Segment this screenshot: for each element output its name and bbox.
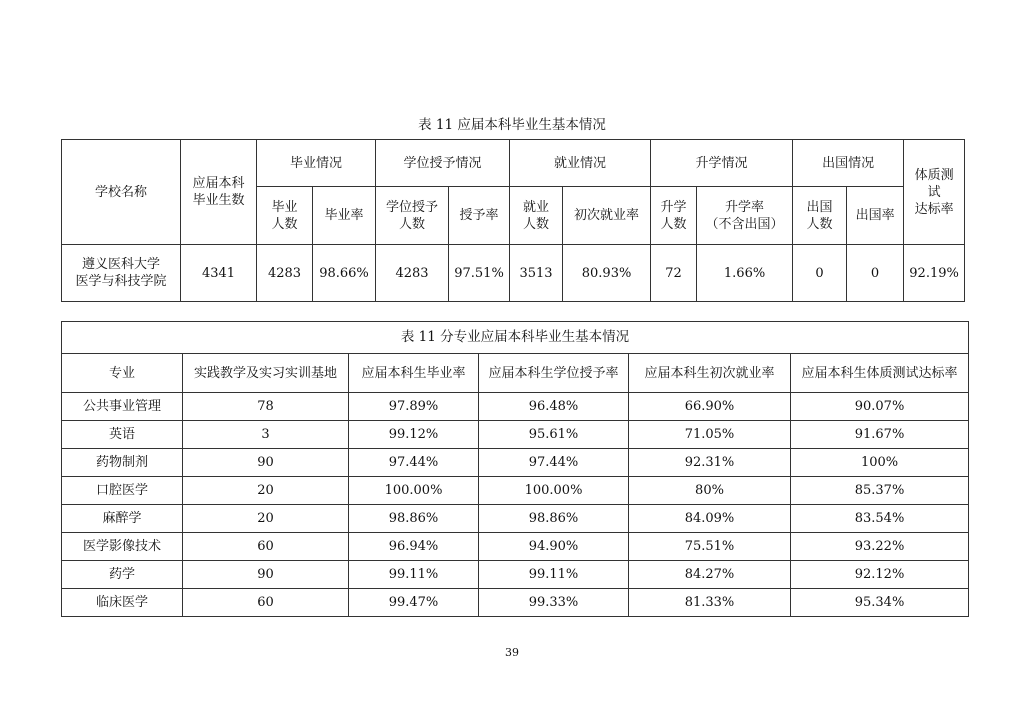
header-school-name: 学校名称 [62, 140, 181, 245]
cell-degree-rate: 98.86% [479, 505, 629, 533]
header-grad-num: 毕业 人数 [257, 187, 313, 245]
cell-major: 公共事业管理 [62, 393, 183, 421]
cell-employment-rate: 84.27% [629, 561, 791, 589]
page-number: 39 [505, 646, 519, 659]
cell-practice-bases: 90 [183, 449, 349, 477]
cell-graduation-rate: 97.89% [349, 393, 479, 421]
cell-employment-rate: 75.51% [629, 533, 791, 561]
cell-fitness-rate: 85.37% [791, 477, 969, 505]
table-row [62, 561, 969, 589]
cell-major: 药学 [62, 561, 183, 589]
cell-practice-bases: 20 [183, 505, 349, 533]
cell-major: 英语 [62, 421, 183, 449]
cell-emp-rate: 80.93% [563, 245, 651, 302]
cell-degree-num: 4283 [376, 245, 449, 302]
header-degree-rate: 应届本科生学位授予率 [479, 354, 629, 393]
cell-employment-rate: 81.33% [629, 589, 791, 617]
cell-employment-rate: 80% [629, 477, 791, 505]
cell-emp-num: 3513 [510, 245, 563, 302]
cell-fitness-rate: 83.54% [791, 505, 969, 533]
graduate-summary-table [61, 139, 965, 302]
cell-major: 口腔医学 [62, 477, 183, 505]
header-further-study-group: 升学情况 [651, 140, 793, 187]
header-further-rate: 升学率 （不含出国） [697, 187, 793, 245]
cell-fitness-rate: 93.22% [791, 533, 969, 561]
header-degree-rate: 授予率 [449, 187, 510, 245]
cell-degree-rate: 95.61% [479, 421, 629, 449]
cell-graduation-rate: 99.47% [349, 589, 479, 617]
header-grad-count: 应届本科 毕业生数 [181, 140, 257, 245]
cell-abroad-num: 0 [793, 245, 847, 302]
cell-graduation-rate: 98.86% [349, 505, 479, 533]
cell-practice-bases: 78 [183, 393, 349, 421]
cell-fitness: 92.19% [904, 245, 965, 302]
table-row [62, 245, 965, 302]
cell-employment-rate: 71.05% [629, 421, 791, 449]
cell-grad-rate: 98.66% [313, 245, 376, 302]
cell-further-rate: 1.66% [697, 245, 793, 302]
header-emp-num: 就业 人数 [510, 187, 563, 245]
table-row [62, 477, 969, 505]
cell-degree-rate: 97.44% [479, 449, 629, 477]
cell-further-num: 72 [651, 245, 697, 302]
cell-abroad-rate: 0 [847, 245, 904, 302]
cell-practice-bases: 20 [183, 477, 349, 505]
table-row [62, 393, 969, 421]
table-row [62, 533, 969, 561]
cell-grad-count: 4341 [181, 245, 257, 302]
cell-school: 遵义医科大学 医学与科技学院 [62, 245, 181, 302]
table1-caption: 表 11 应届本科毕业生基本情况 [418, 117, 606, 133]
cell-employment-rate: 92.31% [629, 449, 791, 477]
header-graduation-rate: 应届本科生毕业率 [349, 354, 479, 393]
cell-practice-bases: 90 [183, 561, 349, 589]
major-summary-table [61, 321, 969, 617]
header-abroad-group: 出国情况 [793, 140, 904, 187]
cell-major: 麻醉学 [62, 505, 183, 533]
cell-fitness-rate: 90.07% [791, 393, 969, 421]
cell-practice-bases: 60 [183, 589, 349, 617]
header-graduation-group: 毕业情况 [257, 140, 376, 187]
header-emp-rate: 初次就业率 [563, 187, 651, 245]
cell-graduation-rate: 96.94% [349, 533, 479, 561]
header-grad-rate: 毕业率 [313, 187, 376, 245]
header-abroad-rate: 出国率 [847, 187, 904, 245]
header-degree-num: 学位授予 人数 [376, 187, 449, 245]
cell-fitness-rate: 92.12% [791, 561, 969, 589]
cell-practice-bases: 60 [183, 533, 349, 561]
cell-fitness-rate: 95.34% [791, 589, 969, 617]
cell-employment-rate: 66.90% [629, 393, 791, 421]
header-fitness-rate: 体质测 试 达标率 [904, 140, 965, 245]
cell-grad-num: 4283 [257, 245, 313, 302]
cell-graduation-rate: 99.12% [349, 421, 479, 449]
table-row [62, 449, 969, 477]
cell-major: 临床医学 [62, 589, 183, 617]
cell-degree-rate: 96.48% [479, 393, 629, 421]
table2-caption: 表 11 分专业应届本科毕业生基本情况 [62, 322, 969, 354]
cell-degree-rate: 99.33% [479, 589, 629, 617]
table-row [62, 421, 969, 449]
cell-major: 药物制剂 [62, 449, 183, 477]
cell-degree-rate: 99.11% [479, 561, 629, 589]
cell-major: 医学影像技术 [62, 533, 183, 561]
header-fitness-rate: 应届本科生体质测试达标率 [791, 354, 969, 393]
table-row [62, 589, 969, 617]
cell-graduation-rate: 100.00% [349, 477, 479, 505]
header-degree-group: 学位授予情况 [376, 140, 510, 187]
header-further-num: 升学 人数 [651, 187, 697, 245]
header-employment-rate: 应届本科生初次就业率 [629, 354, 791, 393]
cell-practice-bases: 3 [183, 421, 349, 449]
table-row [62, 505, 969, 533]
cell-employment-rate: 84.09% [629, 505, 791, 533]
cell-degree-rate: 94.90% [479, 533, 629, 561]
header-employment-group: 就业情况 [510, 140, 651, 187]
header-major: 专业 [62, 354, 183, 393]
cell-degree-rate: 97.51% [449, 245, 510, 302]
header-practice-bases: 实践教学及实习实训基地 [183, 354, 349, 393]
cell-degree-rate: 100.00% [479, 477, 629, 505]
cell-graduation-rate: 99.11% [349, 561, 479, 589]
cell-fitness-rate: 100% [791, 449, 969, 477]
header-abroad-num: 出国 人数 [793, 187, 847, 245]
cell-graduation-rate: 97.44% [349, 449, 479, 477]
cell-fitness-rate: 91.67% [791, 421, 969, 449]
